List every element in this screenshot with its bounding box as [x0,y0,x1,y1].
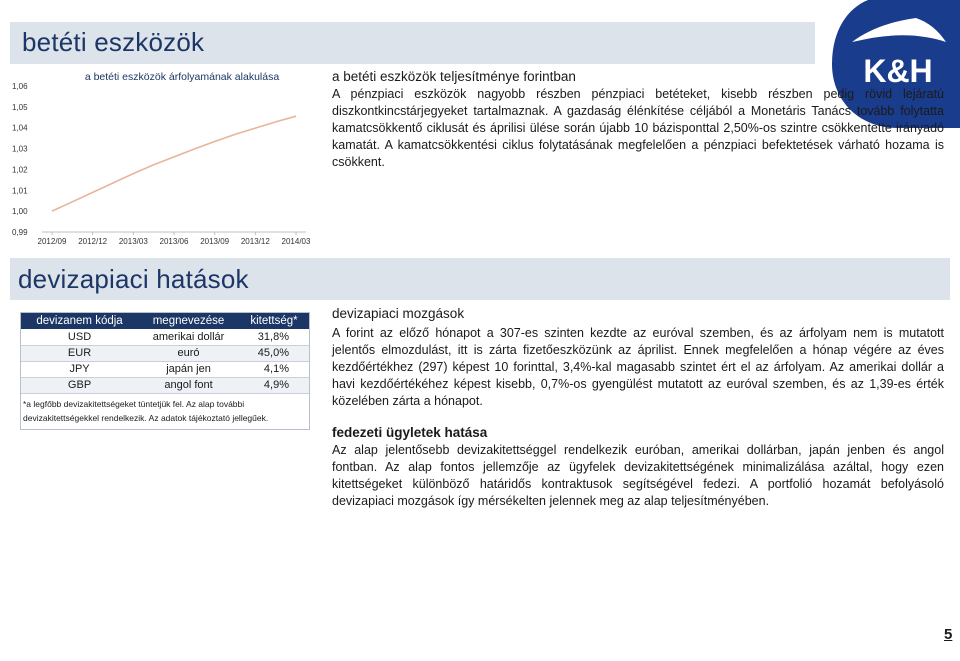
logo-text: K&H [863,53,933,89]
performance-section [332,69,944,171]
fx-moves-heading: devizapiaci mozgások [332,306,465,321]
cell-exposure: 4,1% [239,361,309,377]
header-exposure: kitettség* [239,313,309,329]
cell-name: amerikai dollár [138,329,239,345]
x-tick-label: 2013/06 [159,237,189,246]
cell-name: euró [138,345,239,361]
hedge-heading: fedezeti ügyletek hatása [332,425,488,440]
table-row [21,377,309,393]
performance-text: A pénzpiaci eszközök nagyobb részben pénzpiaci betéteket, kisebb részben pedig rövid lejáratú diszkontkincstárjegyeket tartalmaznak. A gazdaság élénkítése céljából a Monetáris Tanács tovább folytatta kamatcsökkentő ciklusát és áprilisi ülése során újabb 10 bázisponttal 2,50%-os szintre csökkentette irányadó kamatát. A kamatcsökkentési ciklus folytatásának megfelelően a pénzpiaci befektetések várható hozama is csökkent. [332,87,944,169]
table-row [21,361,309,377]
y-tick-label: 1,02 [12,165,28,175]
y-tick-label: 1,06 [12,82,28,91]
fx-section-title: devizapiaci hatások [18,264,249,294]
x-tick-label: 2012/12 [78,237,108,246]
y-tick-label: 1,00 [12,207,28,217]
cell-code: GBP [21,377,138,393]
header-name: megnevezése [138,313,239,329]
y-tick-label: 1,04 [12,123,28,133]
hedge-text: Az alap jelentősebb devizakitettséggel rendelkezik euróban, amerikai dollárban, japán jenben és angol fontban. Az alap fontos jellemzője az ügyfelek devizakitettségének minimalizálása azáltal, hogy ezen kitettségeket különböző határidős kontraktusok segítségével fedezi. A portfolió hozamát befolyásoló devizapiaci mozgások így mérsékelten jelennek meg az alap teljesítményében. [332,443,944,508]
cell-code: EUR [21,345,138,361]
series-line-arfolyam [52,116,296,211]
x-tick-label: 2012/09 [37,237,67,246]
y-tick-label: 1,01 [12,186,28,196]
page-title: betéti eszközök [22,27,205,57]
cell-code: JPY [21,361,138,377]
header-code: devizanem kódja [21,313,138,329]
page-number: 5 [944,626,953,643]
performance-heading: a betéti eszközök teljesítménye forintban [332,69,576,84]
table-row [21,345,309,361]
table-header-row [21,313,309,329]
x-tick-label: 2013/03 [118,237,148,246]
y-tick-label: 1,03 [12,144,28,154]
hedge-section [332,425,944,510]
cell-exposure: 4,9% [239,377,309,393]
fx-moves-text: A forint az előző hónapot a 307-es szinten kezdte az euróval szemben, és az árfolyam nem is mutatott jelentős elmozdulást, itt is zárta fizetőeszközünk az áprilist. Ennek megfelelően a hónap végére az éves kezdőértékhez (297) képest 10 forinttal, 3,4%-kal magasabb szintet ért el az árfolyam. Az amerikai dollár a havi kezdőértékéhez képest kisebb, 0,7%-os gyengülést mutatott az euróval szemben, és az 1,39-es érték közelében zárta a hónapot. [332,326,944,408]
cell-name: japán jen [138,361,239,377]
cell-exposure: 45,0% [239,345,309,361]
x-tick-label: 2014/03 [281,237,310,246]
chart-title: a betéti eszközök árfolyamának alakulása [84,71,280,83]
table-footnote: *a legfőbb devizakitettségeket tüntetjük fel. Az alap további devizakitettségekkel rendelkezik. Az adatok tájékoztató jellegűek. [23,398,269,423]
table-row [21,329,309,345]
y-tick-label: 0,99 [12,228,28,237]
cell-code: USD [21,329,138,345]
cell-name: angol font [138,377,239,393]
price-chart [10,66,310,252]
cell-exposure: 31,8% [239,329,309,345]
fx-moves-section [332,306,944,410]
x-tick-label: 2013/12 [240,237,270,246]
fx-exposure-table [20,312,310,430]
x-tick-label: 2013/09 [200,237,230,246]
y-tick-label: 1,05 [12,102,28,112]
